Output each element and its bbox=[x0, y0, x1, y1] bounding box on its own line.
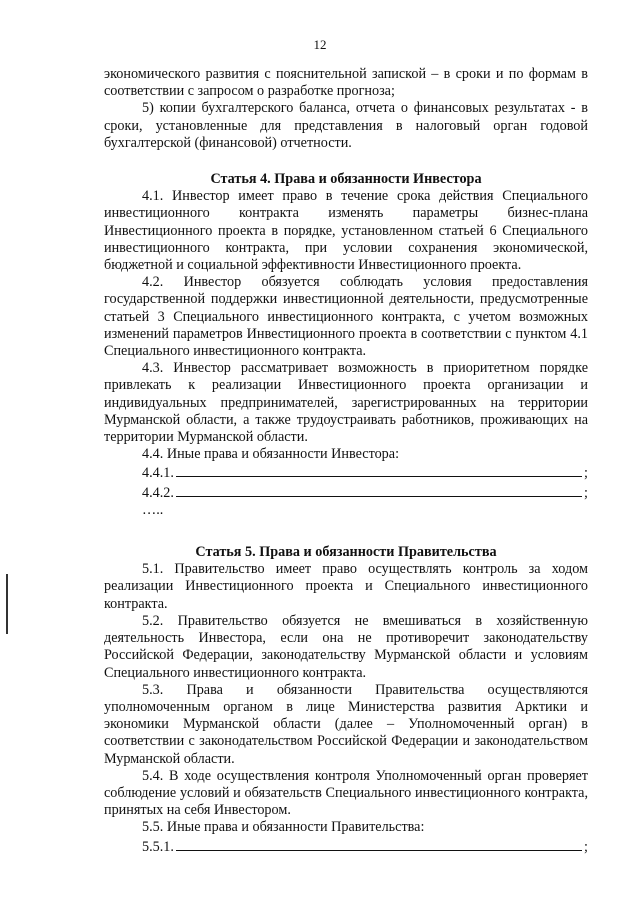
blank-underline bbox=[176, 483, 582, 497]
document-body bbox=[104, 66, 588, 856]
fill-line-end: ; bbox=[584, 838, 588, 855]
blank-underline bbox=[176, 463, 582, 477]
article-4-title: Статья 4. Права и обязанности Инвестора bbox=[210, 171, 482, 188]
clause-5-4: 5.4. В ходе осуществления контроля Уполномоченный орган проверяет соблюдение условий и обязательств Специального инвестиционного контракта, принятых на себя Инвестором. bbox=[104, 767, 588, 819]
fill-line-end: ; bbox=[584, 484, 588, 501]
clause-5-1: 5.1. Правительство имеет право осуществлять контроль за ходом реализации Инвестиционного проекта и Специального инвестиционного контракта. bbox=[104, 561, 588, 612]
fill-line-number: 4.4.2. bbox=[142, 484, 174, 501]
article-5-title: Статья 5. Права и обязанности Правительства bbox=[195, 544, 497, 561]
fill-line-number: 5.5.1. bbox=[142, 838, 174, 855]
clause-5-5: 5.5. Иные права и обязанности Правительства: bbox=[142, 819, 425, 836]
clause-4-3: 4.3. Инвестор рассматривает возможность в приоритетном порядке привлекать к реализации Инвестиционного проекта организации и индивидуальных предпринимателей, зарегистрированных на территории Мурманской области, а также трудоустраивать работников, проживающих на территории Мурманской области. bbox=[104, 360, 588, 446]
fill-line-number: 4.4.1. bbox=[142, 465, 174, 482]
intro-paragraph-5: 5) копии бухгалтерского баланса, отчета о финансовых результатах - в сроки, установленные для представления в налоговый орган годовой бухгалтерской (финансовой) отчетности. bbox=[104, 100, 588, 151]
fill-line-5-5-1 bbox=[104, 837, 588, 856]
clause-4-1: 4.1. Инвестор имеет право в течение срока действия Специального инвестиционного контракта изменять параметры бизнес-плана Инвестиционного проекта в порядке, установленном статьей 6 Специального инвестиционного контракта, при условии сохранения экономической, бюджетной и социальной эффективности Инвестиционного проекта. bbox=[104, 188, 588, 274]
fill-line-4-4-1 bbox=[104, 463, 588, 482]
scan-margin-mark bbox=[6, 574, 8, 634]
clause-5-2: 5.2. Правительство обязуется не вмешиваться в хозяйственную деятельность Инвестора, если она не противоречит законодательству Российской Федерации, законодательству Мурманской области и условиям Специального инвестиционного контракта. bbox=[104, 612, 588, 681]
fill-line-end: ; bbox=[584, 465, 588, 482]
intro-paragraph-continued: экономического развития с пояснительной запиской – в сроки и по формам в соответствии с запросом о разработке прогноза; bbox=[104, 66, 588, 100]
blank-underline bbox=[176, 837, 582, 851]
ellipsis: ….. bbox=[142, 501, 164, 518]
clause-4-4: 4.4. Иные права и обязанности Инвестора: bbox=[142, 446, 400, 463]
clause-4-2: 4.2. Инвестор обязуется соблюдать условия предоставления государственной поддержки инвестиционной деятельности, предусмотренные статьей 3 Специального инвестиционного контракта, с учетом возможных изменений параметров Инвестиционного проекта в соответствии с пунктом 4.1 Специального инвестиционного контракта. bbox=[104, 274, 588, 360]
clause-5-3: 5.3. Права и обязанности Правительства осуществляются уполномоченным органом в лице Министерства развития Арктики и экономики Мурманской области (далее – Уполномоченный орган) в соответствии с законодательством Российской Федерации и законодательством Мурманской области. bbox=[104, 681, 588, 767]
fill-line-4-4-2 bbox=[104, 483, 588, 502]
page-number: 12 bbox=[313, 37, 327, 52]
